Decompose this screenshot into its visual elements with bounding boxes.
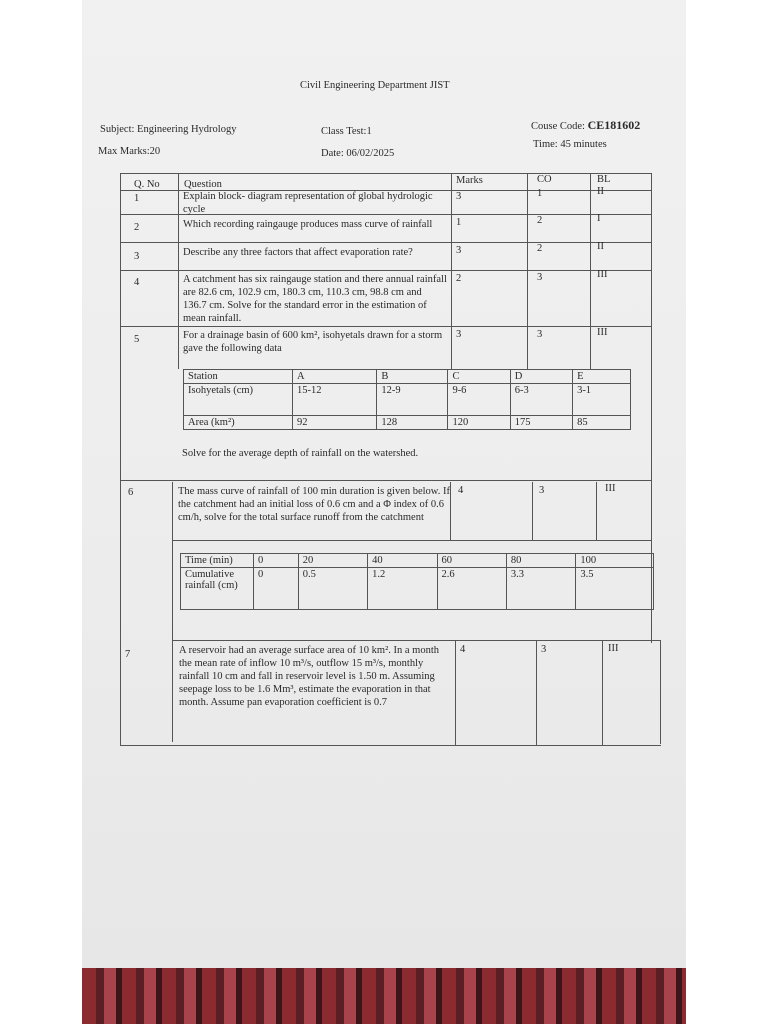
q3-number: 3 xyxy=(134,251,140,262)
time-label: Time: 45 minutes xyxy=(533,139,607,150)
department-title: Civil Engineering Department JIST xyxy=(300,80,450,91)
table-cell: 9-6 xyxy=(448,384,510,416)
q1-marks: 3 xyxy=(456,191,462,202)
q6-bl: III xyxy=(605,483,616,494)
course-code-value: CE181602 xyxy=(587,118,641,132)
q3-co: 2 xyxy=(537,243,543,254)
table-cell: 128 xyxy=(377,416,448,430)
q6-text: The mass curve of rainfall of 100 min duration is given below. If the catchment had an initial loss of 0.6 cm and a Φ index of 0.6 cm/h, solve for the total surface runoff from the catchment xyxy=(178,486,450,523)
q5-co: 3 xyxy=(537,329,543,340)
table-cell: E xyxy=(573,370,631,384)
table-row xyxy=(181,554,654,568)
table-cell: B xyxy=(377,370,448,384)
table-cell: 0.5 xyxy=(298,568,367,610)
header-qno: Q. No xyxy=(134,179,160,190)
q2-co: 2 xyxy=(537,215,543,226)
table-cell: Station xyxy=(184,370,293,384)
q6-marks: 4 xyxy=(458,485,464,496)
table-cell: 60 xyxy=(437,554,506,568)
table-cell: 2.6 xyxy=(437,568,506,610)
table-cell: 92 xyxy=(293,416,377,430)
q1-co: 1 xyxy=(537,188,543,199)
table-cell: 85 xyxy=(573,416,631,430)
q7-number: 7 xyxy=(125,649,131,660)
header-question: Question xyxy=(184,179,222,190)
table-row xyxy=(184,384,631,416)
course-code xyxy=(531,118,640,133)
q3-bl: II xyxy=(597,241,604,252)
q7-marks: 4 xyxy=(460,644,466,655)
q1-text: Explain block- diagram representation of global hydrologic cycle xyxy=(183,191,433,215)
table-cell: 3.5 xyxy=(576,568,654,610)
table-cell: Isohyetals (cm) xyxy=(184,384,293,416)
header-marks: Marks xyxy=(456,175,483,186)
q4-number: 4 xyxy=(134,277,140,288)
q6-data-table xyxy=(180,553,654,610)
q5-data-table xyxy=(183,369,631,430)
table-cell: 1.2 xyxy=(368,568,437,610)
table-cell: C xyxy=(448,370,510,384)
table-cell: 100 xyxy=(576,554,654,568)
max-marks-label: Max Marks:20 xyxy=(98,146,161,157)
q6-co: 3 xyxy=(539,485,545,496)
q1-number: 1 xyxy=(134,193,140,204)
table-row xyxy=(181,568,654,610)
q5-text: For a drainage basin of 600 km², isohyetals drawn for a storm gave the following data xyxy=(183,330,443,354)
q5-footer-text: Solve for the average depth of rainfall on the watershed. xyxy=(182,448,419,459)
q2-number: 2 xyxy=(134,222,140,233)
table-cell: 0 xyxy=(254,568,299,610)
q5-number: 5 xyxy=(134,334,140,345)
header-bl: BL xyxy=(597,174,611,185)
table-cell: 0 xyxy=(254,554,299,568)
q7-co: 3 xyxy=(541,644,547,655)
q4-co: 3 xyxy=(537,272,543,283)
subject-label: Subject: Engineering Hydrology xyxy=(100,124,237,135)
table-row xyxy=(184,416,631,430)
q5-marks: 3 xyxy=(456,329,462,340)
q4-text: A catchment has six raingauge station and there annual rainfall are 82.6 cm, 102.9 cm, 180.3 cm, 110.3 cm, 98.8 cm and 136.7 cm. Solve for the standard error in the estimation of mean rainfall. xyxy=(183,274,447,324)
q2-bl: I xyxy=(597,213,601,224)
class-test-label: Class Test:1 xyxy=(321,126,372,137)
course-code-label: Couse Code: xyxy=(531,121,585,132)
q3-marks: 3 xyxy=(456,245,462,256)
q4-marks: 2 xyxy=(456,273,462,284)
table-cell: D xyxy=(510,370,572,384)
table-cell: Cumulative rainfall (cm) xyxy=(181,568,254,610)
q5-bl: III xyxy=(597,327,608,338)
table-cell: Area (km²) xyxy=(184,416,293,430)
table-cell: 80 xyxy=(506,554,575,568)
table-row xyxy=(184,370,631,384)
q3-text: Describe any three factors that affect evaporation rate? xyxy=(183,247,413,258)
q7-bl: III xyxy=(608,643,619,654)
q2-marks: 1 xyxy=(456,217,462,228)
q7-text: A reservoir had an average surface area of 10 km². In a month the mean rate of inflow 10 m³/s, outflow 15 m³/s, monthly rainfall 10 cm and fall in reservoir level is 1.50 m. Assuming seepage loss to be 1.6 Mm³, estimate the evaporation in that month. Assume pan evaporation coefficient is 0.7 xyxy=(179,645,439,708)
table-cell: 6-3 xyxy=(510,384,572,416)
table-cell: 15-12 xyxy=(293,384,377,416)
table-cell: 40 xyxy=(368,554,437,568)
table-cell: 175 xyxy=(510,416,572,430)
q4-bl: III xyxy=(597,269,608,280)
table-cell: A xyxy=(293,370,377,384)
date-label: Date: 06/02/2025 xyxy=(321,148,395,159)
background-carpet xyxy=(82,968,686,1024)
header-co: CO xyxy=(537,174,552,185)
table-cell: 3-1 xyxy=(573,384,631,416)
q6-number: 6 xyxy=(128,487,134,498)
table-cell: Time (min) xyxy=(181,554,254,568)
table-cell: 12-9 xyxy=(377,384,448,416)
q1-bl: II xyxy=(597,186,604,197)
q2-text: Which recording raingauge produces mass curve of rainfall xyxy=(183,219,433,230)
table-cell: 3.3 xyxy=(506,568,575,610)
table-cell: 120 xyxy=(448,416,510,430)
table-cell: 20 xyxy=(298,554,367,568)
